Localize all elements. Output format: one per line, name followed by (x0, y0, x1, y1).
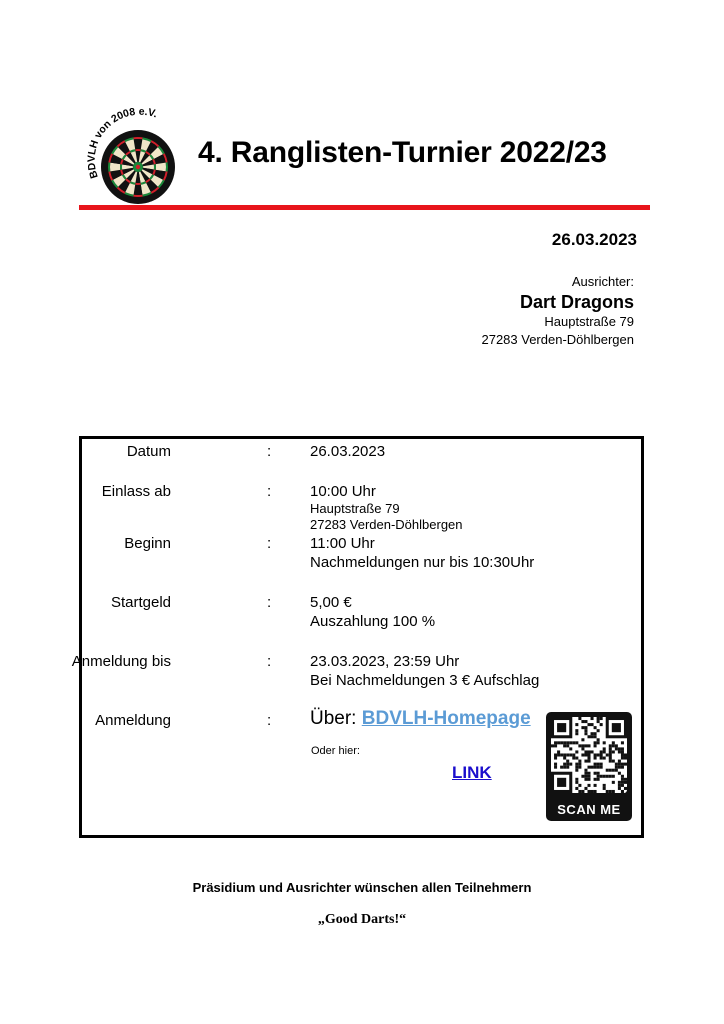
qr-caption: SCAN ME (557, 802, 621, 817)
qr-pattern (551, 717, 627, 793)
beginn-label: Beginn (124, 535, 171, 552)
anmeldung-label: Anmeldung (95, 712, 171, 729)
datum-label: Datum (126, 443, 171, 460)
datum-value: 26.03.2023 (310, 443, 386, 460)
homepage-link[interactable]: BDVLH-Homepage (361, 708, 531, 729)
anmeldung-value (310, 710, 531, 728)
organizer-name: Dart Dragons (519, 292, 634, 312)
colon: : (267, 594, 272, 611)
colon: : (267, 653, 272, 670)
startgeld-value: 5,00 € (310, 594, 352, 611)
organizer-city: 27283 Verden-Döhlbergen (481, 332, 634, 347)
footer-slogan: „Good Darts!“ (317, 912, 407, 927)
qr-code-icon (551, 717, 627, 793)
einlass-street: Hauptstraße 79 (310, 501, 400, 516)
organizer-street: Hauptstraße 79 (544, 314, 634, 329)
startgeld-note: Auszahlung 100 % (310, 613, 436, 630)
colon: : (267, 535, 272, 552)
title-divider (79, 205, 650, 210)
beginn-note: Nachmeldungen nur bis 10:30Uhr (310, 554, 535, 571)
details-box (71, 436, 644, 838)
event-date: 26.03.2023 (551, 230, 637, 249)
colon: : (267, 712, 272, 729)
startgeld-label: Startgeld (110, 594, 171, 611)
anmeldung-bis-label: Anmeldung bis (71, 653, 171, 670)
footer-message: Präsidium und Ausrichter wünschen allen Teilnehmern (192, 880, 532, 895)
einlass-city: 27283 Verden-Döhlbergen (310, 517, 463, 532)
colon: : (267, 443, 272, 460)
alt-registration-label: Oder hier: (311, 745, 360, 757)
svg-text:BDVLH von 2008 e.V.: BDVLH von 2008 e.V. (85, 105, 159, 180)
beginn-value: 11:00 Uhr (310, 535, 375, 552)
anmeldung-bis-note: Bei Nachmeldungen 3 € Aufschlag (310, 672, 540, 689)
organizer-label: Ausrichter: (571, 274, 634, 289)
anmeldung-bis-value: 23.03.2023, 23:59 Uhr (310, 653, 460, 670)
page-title: 4. Ranglisten-Turnier 2022/23 (198, 136, 607, 169)
qr-code[interactable] (546, 712, 632, 821)
einlass-label: Einlass ab (101, 483, 171, 500)
bdvlh-logo (80, 105, 190, 205)
colon: : (267, 483, 272, 500)
einlass-value: 10:00 Uhr (310, 483, 376, 500)
organizer-block (481, 273, 634, 349)
anmeldung-prefix: Über: (310, 708, 362, 729)
registration-link[interactable]: LINK (452, 763, 492, 782)
